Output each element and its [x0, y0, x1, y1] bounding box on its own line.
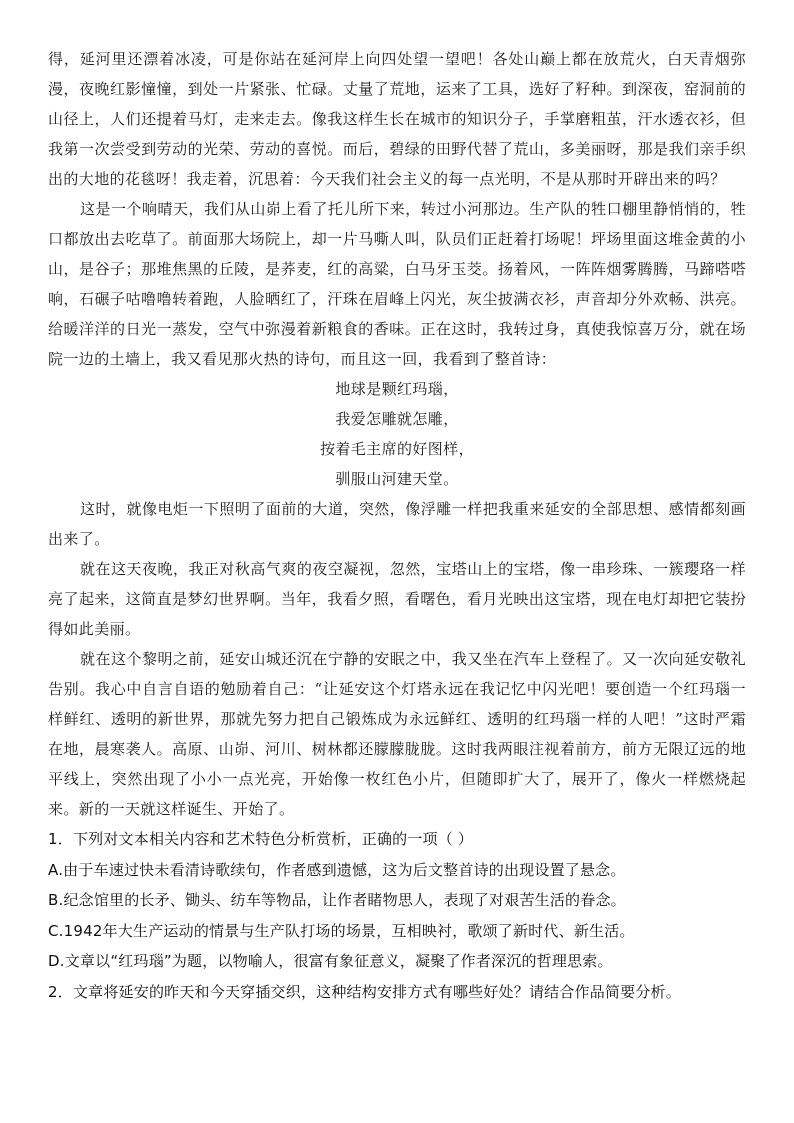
question-1-option-c: C.1942年大生产运动的情景与生产队打场的场景，互相映衬，歌颂了新时代、新生活。: [48, 921, 635, 940]
passage-paragraph-5: 就在这个黎明之前，延安山城还沉在宁静的安眠之中，我又坐在汽车上登程了。又一次向延安敬礼告别。我心中自言自语的勉励着自己：“让延安这个灯塔永远在我记忆中闪光吧！要创造一个红玛瑙一样鲜红、透明的新世界，那就先努力把自己锻炼成为永远鲜红、透明的红玛瑙一样的人吧！”这时严霜在地，晨寒袭人。高原、山峁、河川、树林都还朦朦胧胧。这时我两眼注视着前方，前方无限辽远的地平线上，突然出现了小小一点光亮，开始像一枚红色小片，但随即扩大了，展开了，像火一样燃烧起来。新的一天就这样诞生、开始了。: [48, 650, 746, 818]
question-2: 2．文章将延安的昨天和今天穿插交织，这种结构安排方式有哪些好处？请结合作品简要分析。: [48, 982, 681, 1001]
poem-line-4: 驯服山河建天堂。: [335, 470, 459, 488]
passage-paragraph-3: 这时，就像电炬一下照明了面前的大道，突然，像浮雕一样把我重来延安的全部思想、感情都刻画出来了。: [48, 500, 746, 548]
questions-section: [48, 824, 746, 1007]
poem: [48, 374, 746, 494]
question-1: 1．下列对文本相关内容和艺术特色分析赏析，正确的一项（ ）: [48, 830, 474, 848]
passage-paragraph-4: 就在这天夜晚，我正对秋高气爽的夜空凝视，忽然，宝塔山上的宝塔，像一串珍珠、一簇璎珞一样亮了起来，这简直是梦幻世界啊。当年，我看夕照，看曙色，看月光映出这宝塔，现在电灯却把它装扮得如此美丽。: [48, 560, 746, 638]
poem-line-1: 地球是颗红玛瑙，: [335, 380, 459, 398]
question-1-option-b: B.纪念馆里的长矛、锄头、纺车等物品，让作者睹物思人，表现了对艰苦生活的眷念。: [48, 891, 626, 909]
question-1-option-a: A.由于车速过快未看清诗歌续句，作者感到遗憾，这为后文整首诗的出现设置了悬念。: [48, 860, 626, 879]
passage-paragraph-1: 得，延河里还漂着冰凌，可是你站在延河岸上向四处望一望吧！各处山巅上都在放荒火，白天青烟弥漫，夜晚红影憧憧，到处一片紧张、忙碌。丈量了荒地，运来了工具，选好了籽种。到深夜，窑洞前的山径上，人们还提着马灯，走来走去。像我这样生长在城市的知识分子，手掌磨粗茧，汗水透衣衫，但我第一次尝受到劳动的光荣、劳动的喜悦。而后，碧绿的田野代替了荒山，多美丽呀，那是我们亲手织出的大地的花毯呀！我走着，沉思着：今天我们社会主义的每一点光明，不是从那时开辟出来的吗？: [48, 50, 746, 188]
question-1-option-d: D.文章以“红玛瑙”为题，以物喻人，很富有象征意义，凝聚了作者深沉的哲理思索。: [48, 952, 613, 970]
poem-line-3: 按着毛主席的好图样，: [319, 440, 474, 458]
document-page: [48, 44, 746, 1007]
poem-line-2: 我爱怎雕就怎雕，: [335, 410, 459, 428]
passage-paragraph-2: 这是一个响晴天，我们从山峁上看了托儿所下来，转过小河那边。生产队的牲口棚里静悄悄的，牲口都放出去吃草了。前面那大场院上，却一片马嘶人叫，队员们正赶着打场呢！坪场里面这堆金黄的小山，是谷子；那堆焦黑的丘陵，是荞麦，红的高粱，白马牙玉茭。扬着风，一阵阵烟雾腾腾，马蹄嗒嗒响，石碾子咕噜噜转着跑，人脸晒红了，汗珠在眉峰上闪光，灰尘披满衣衫，声音却分外欢畅、洪亮。给暖洋洋的日光一蒸发，空气中弥漫着新粮食的香味。正在这时，我转过身，真使我惊喜万分，就在场院一边的土墙上，我又看见那火热的诗句，而且这一回，我看到了整首诗：: [48, 200, 746, 368]
